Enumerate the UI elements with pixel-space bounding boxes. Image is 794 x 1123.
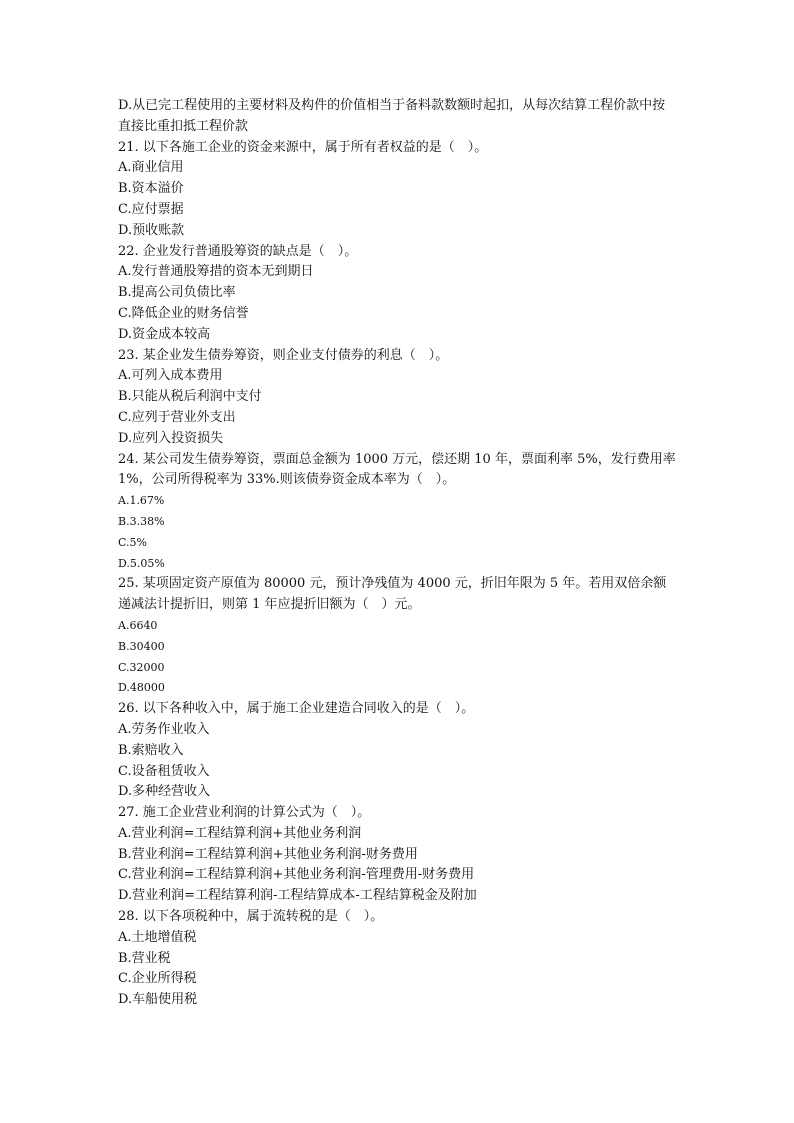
option-a-q21: A.商业信用 — [118, 160, 184, 176]
question-27: 27. 施工企业营业利润的计算公式为（ ）。 — [118, 805, 371, 821]
option-d-q20: D.从已完工程使用的主要材料及构件的价值相当于备料款数额时起扣，从每次结算工程价款中按直接比重扣抵工程价款 — [118, 98, 666, 134]
option-c-q23: C.应列于营业外支出 — [118, 409, 236, 425]
option-b-q22: B.提高公司负债比率 — [118, 285, 236, 301]
option-b-q25: B.30400 — [118, 639, 165, 653]
option-c-q25: C.32000 — [118, 660, 165, 674]
option-a-q24: A.1.67% — [118, 494, 165, 508]
option-b-q23: B.只能从税后利润中支付 — [118, 389, 262, 405]
option-b-q28: B.营业税 — [118, 950, 171, 966]
option-d-q28: D.车船使用税 — [118, 992, 198, 1008]
option-c-q27: C.营业利润=工程结算利润+其他业务利润-管理费用-财务费用 — [118, 867, 475, 883]
option-c-q28: C.企业所得税 — [118, 971, 197, 987]
document-body — [118, 96, 678, 1011]
option-c-q26: C.设备租赁收入 — [118, 763, 210, 779]
option-a-q23: A.可列入成本费用 — [118, 368, 223, 384]
option-c-q21: C.应付票据 — [118, 201, 184, 217]
question-28: 28. 以下各项税种中，属于流转税的是（ ）。 — [118, 909, 384, 925]
option-d-q24: D.5.05% — [118, 556, 165, 570]
question-25: 25. 某项固定资产原值为 80000 元，预计净残值为 4000 元，折旧年限为 5 年。若用双倍余额递减法计提折旧，则第 1 年应提折旧额为（ ）元。 — [118, 576, 667, 613]
option-c-q22: C.降低企业的财务信誉 — [118, 305, 249, 321]
option-a-q22: A.发行普通股筹措的资本无到期日 — [118, 264, 314, 280]
option-d-q23: D.应列入投资损失 — [118, 430, 224, 446]
question-23: 23. 某企业发生债券筹资，则企业支付债券的利息（ ）。 — [118, 347, 449, 363]
option-a-q28: A.土地增值税 — [118, 929, 197, 945]
option-b-q24: B.3.38% — [118, 514, 165, 528]
question-24: 24. 某公司发生债券筹资，票面总金额为 1000 万元，偿还期 10 年，票面利率 5%，发行费用率 1%，公司所得税率为 33%.则该债券资金成本率为（ ）。 — [118, 451, 676, 488]
option-a-q27: A.营业利润=工程结算利润+其他业务利润 — [118, 825, 362, 841]
option-d-q26: D.多种经营收入 — [118, 784, 211, 800]
question-22: 22. 企业发行普通股筹资的缺点是（ ）。 — [118, 243, 358, 259]
option-a-q26: A.劳务作业收入 — [118, 721, 210, 737]
option-d-q25: D.48000 — [118, 681, 165, 695]
option-b-q27: B.营业利润=工程结算利润+其他业务利润-财务费用 — [118, 846, 418, 862]
option-b-q26: B.索赔收入 — [118, 742, 184, 758]
option-a-q25: A.6640 — [118, 618, 158, 632]
option-c-q24: C.5% — [118, 535, 147, 549]
question-26: 26. 以下各种收入中，属于施工企业建造合同收入的是（ ）。 — [118, 701, 475, 717]
option-d-q27: D.营业利润=工程结算利润-工程结算成本-工程结算税金及附加 — [118, 888, 477, 904]
option-d-q22: D.资金成本较高 — [118, 326, 211, 342]
option-b-q21: B.资本溢价 — [118, 181, 184, 197]
option-d-q21: D.预收账款 — [118, 222, 185, 238]
question-21: 21. 以下各施工企业的资金来源中，属于所有者权益的是（ ）。 — [118, 139, 488, 155]
